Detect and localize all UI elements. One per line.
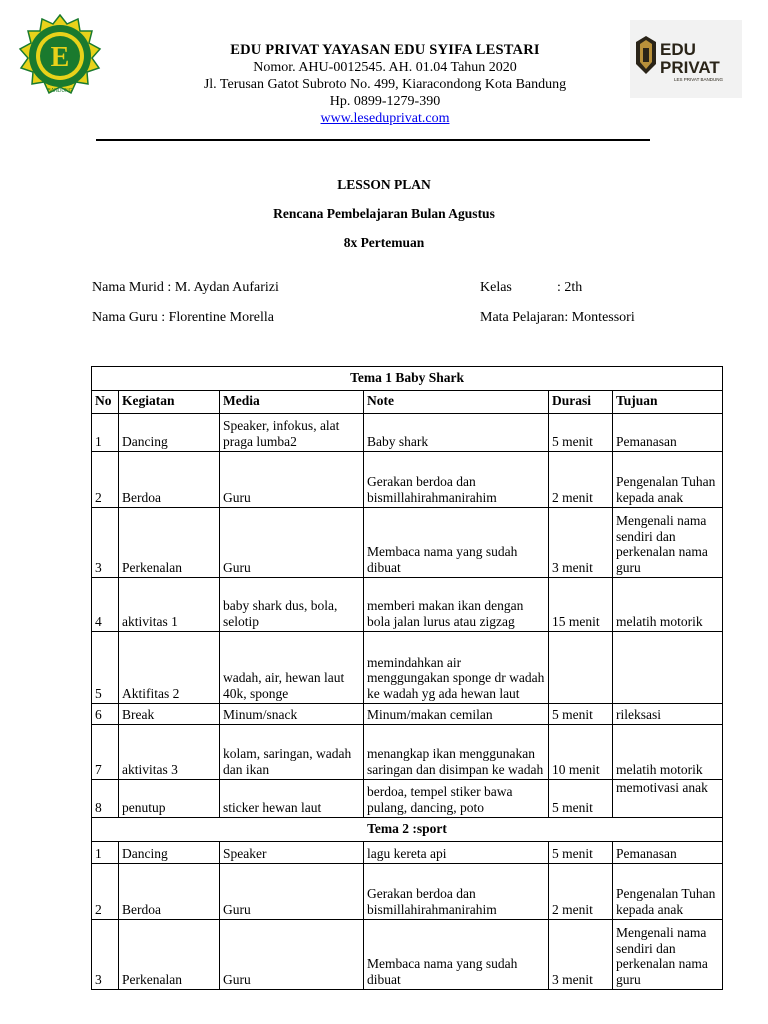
- header-divider: [96, 139, 650, 141]
- cell-no: 7: [92, 725, 119, 780]
- table-row: [92, 842, 723, 864]
- table-row: [92, 725, 723, 780]
- cell-durasi: 2 menit: [549, 452, 613, 508]
- cell-note: berdoa, tempel stiker bawa pulang, dancing, poto: [364, 780, 549, 818]
- address: Jl. Terusan Gatot Subroto No. 499, Kiaracondong Kota Bandung: [203, 77, 567, 92]
- header-durasi: Durasi: [549, 391, 613, 414]
- website-link[interactable]: www.leseduprivat.com: [320, 111, 450, 126]
- table-row: [92, 508, 723, 578]
- cell-media: baby shark dus, bola, selotip: [220, 578, 364, 632]
- table-row: [92, 414, 723, 452]
- subject: Mata Pelajaran: Montessori: [480, 310, 635, 325]
- cell-tujuan: melatih motorik: [613, 725, 723, 780]
- cell-kegiatan: Dancing: [119, 414, 220, 452]
- cell-no: 2: [92, 864, 119, 920]
- header-note: Note: [364, 391, 549, 414]
- cell-tujuan: Mengenali nama sendiri dan perkenalan nama guru: [613, 920, 723, 990]
- cell-media: Guru: [220, 452, 364, 508]
- cell-tujuan: Pemanasan: [613, 414, 723, 452]
- cell-durasi: 3 menit: [549, 508, 613, 578]
- cell-note: Membaca nama yang sudah dibuat: [364, 508, 549, 578]
- cell-note: memindahkan air menggungakan sponge dr wadah ke wadah yg ada hewan laut: [364, 632, 549, 704]
- table-row: [92, 578, 723, 632]
- cell-note: memberi makan ikan dengan bola jalan lurus atau zigzag: [364, 578, 549, 632]
- cell-note: menangkap ikan menggunakan saringan dan disimpan ke wadah: [364, 725, 549, 780]
- header-kegiatan: Kegiatan: [119, 391, 220, 414]
- doc-subtitle: Rencana Pembelajaran Bulan Agustus: [273, 206, 495, 221]
- cell-kegiatan: Perkenalan: [119, 920, 220, 990]
- cell-kegiatan: aktivitas 1: [119, 578, 220, 632]
- sessions-count: 8x Pertemuan: [343, 235, 425, 250]
- cell-durasi: 5 menit: [549, 842, 613, 864]
- cell-no: 4: [92, 578, 119, 632]
- theme1-title: Tema 1 Baby Shark: [92, 367, 723, 391]
- cell-tujuan: Pengenalan Tuhan kepada anak: [613, 452, 723, 508]
- table-row: [92, 864, 723, 920]
- cell-no: 5: [92, 632, 119, 704]
- cell-tujuan: Pengenalan Tuhan kepada anak: [613, 864, 723, 920]
- cell-media: wadah, air, hewan laut 40k, sponge: [220, 632, 364, 704]
- cell-note: Gerakan berdoa dan bismillahirahmanirahim: [364, 452, 549, 508]
- logo-line2: PRIVAT: [660, 58, 720, 77]
- teacher-name: Nama Guru : Florentine Morella: [92, 310, 274, 325]
- cell-durasi: [549, 632, 613, 704]
- cell-kegiatan: Dancing: [119, 842, 220, 864]
- cell-no: 2: [92, 452, 119, 508]
- seal-bottom-text: BANDUNG: [47, 88, 73, 94]
- cell-media: sticker hewan laut: [220, 780, 364, 818]
- cell-note: lagu kereta api: [364, 842, 549, 864]
- cell-no: 3: [92, 508, 119, 578]
- cell-no: 6: [92, 704, 119, 725]
- student-name: Nama Murid : M. Aydan Aufarizi: [92, 280, 279, 295]
- cell-no: 8: [92, 780, 119, 818]
- cell-media: Guru: [220, 920, 364, 990]
- cell-durasi: 5 menit: [549, 780, 613, 818]
- foundation-logo: [18, 14, 102, 98]
- cell-durasi: 15 menit: [549, 578, 613, 632]
- phone: Hp. 0899-1279-390: [329, 94, 441, 109]
- class-label: Kelas: [480, 280, 512, 295]
- cell-durasi: 5 menit: [549, 704, 613, 725]
- cell-tujuan: Mengenali nama sendiri dan perkenalan nama guru: [613, 508, 723, 578]
- cell-note: Minum/makan cemilan: [364, 704, 549, 725]
- cell-media: Speaker, infokus, alat praga lumba2: [220, 414, 364, 452]
- header-tujuan: Tujuan: [613, 391, 723, 414]
- logo-tagline: LES PRIVAT BANDUNG: [674, 77, 724, 82]
- letterhead: [0, 0, 768, 150]
- cell-kegiatan: aktivitas 3: [119, 725, 220, 780]
- cell-durasi: 2 menit: [549, 864, 613, 920]
- edu-privat-logo: [630, 20, 742, 98]
- cell-tujuan: rileksasi: [613, 704, 723, 725]
- cell-note: Membaca nama yang sudah dibuat: [364, 920, 549, 990]
- table-row: [92, 920, 723, 990]
- lesson-plan-table: [91, 366, 723, 990]
- cell-tujuan: memotivasi anak: [613, 780, 723, 818]
- cell-media: Speaker: [220, 842, 364, 864]
- cell-kegiatan: Berdoa: [119, 864, 220, 920]
- cell-note: Baby shark: [364, 414, 549, 452]
- cell-durasi: 5 menit: [549, 414, 613, 452]
- table-row: [92, 452, 723, 508]
- cell-durasi: 3 menit: [549, 920, 613, 990]
- class-value: : 2th: [557, 280, 583, 295]
- cell-media: Guru: [220, 864, 364, 920]
- cell-no: 3: [92, 920, 119, 990]
- cell-kegiatan: Aktifitas 2: [119, 632, 220, 704]
- org-name: EDU PRIVAT YAYASAN EDU SYIFA LESTARI: [230, 42, 540, 58]
- table-row: [92, 632, 723, 704]
- table-row: [92, 780, 723, 818]
- registration-number: Nomor. AHU-0012545. AH. 01.04 Tahun 2020: [253, 60, 517, 75]
- header-no: No: [92, 391, 119, 414]
- document-titles: [0, 175, 768, 262]
- logo-line1: EDU: [660, 40, 696, 59]
- cell-tujuan: melatih motorik: [613, 578, 723, 632]
- seal-letter: E: [50, 42, 70, 73]
- cell-tujuan: [613, 632, 723, 704]
- cell-tujuan: Pemanasan: [613, 842, 723, 864]
- organization-info: [150, 42, 620, 127]
- doc-title: LESSON PLAN: [337, 177, 431, 192]
- cell-kegiatan: Perkenalan: [119, 508, 220, 578]
- cell-durasi: 10 menit: [549, 725, 613, 780]
- cell-kegiatan: Berdoa: [119, 452, 220, 508]
- theme2-title: Tema 2 :sport: [92, 818, 723, 842]
- cell-note: Gerakan berdoa dan bismillahirahmanirahim: [364, 864, 549, 920]
- cell-media: kolam, saringan, wadah dan ikan: [220, 725, 364, 780]
- table-row: [92, 704, 723, 725]
- header-media: Media: [220, 391, 364, 414]
- cell-no: 1: [92, 842, 119, 864]
- cell-no: 1: [92, 414, 119, 452]
- cell-kegiatan: penutup: [119, 780, 220, 818]
- cell-media: Guru: [220, 508, 364, 578]
- cell-kegiatan: Break: [119, 704, 220, 725]
- cell-media: Minum/snack: [220, 704, 364, 725]
